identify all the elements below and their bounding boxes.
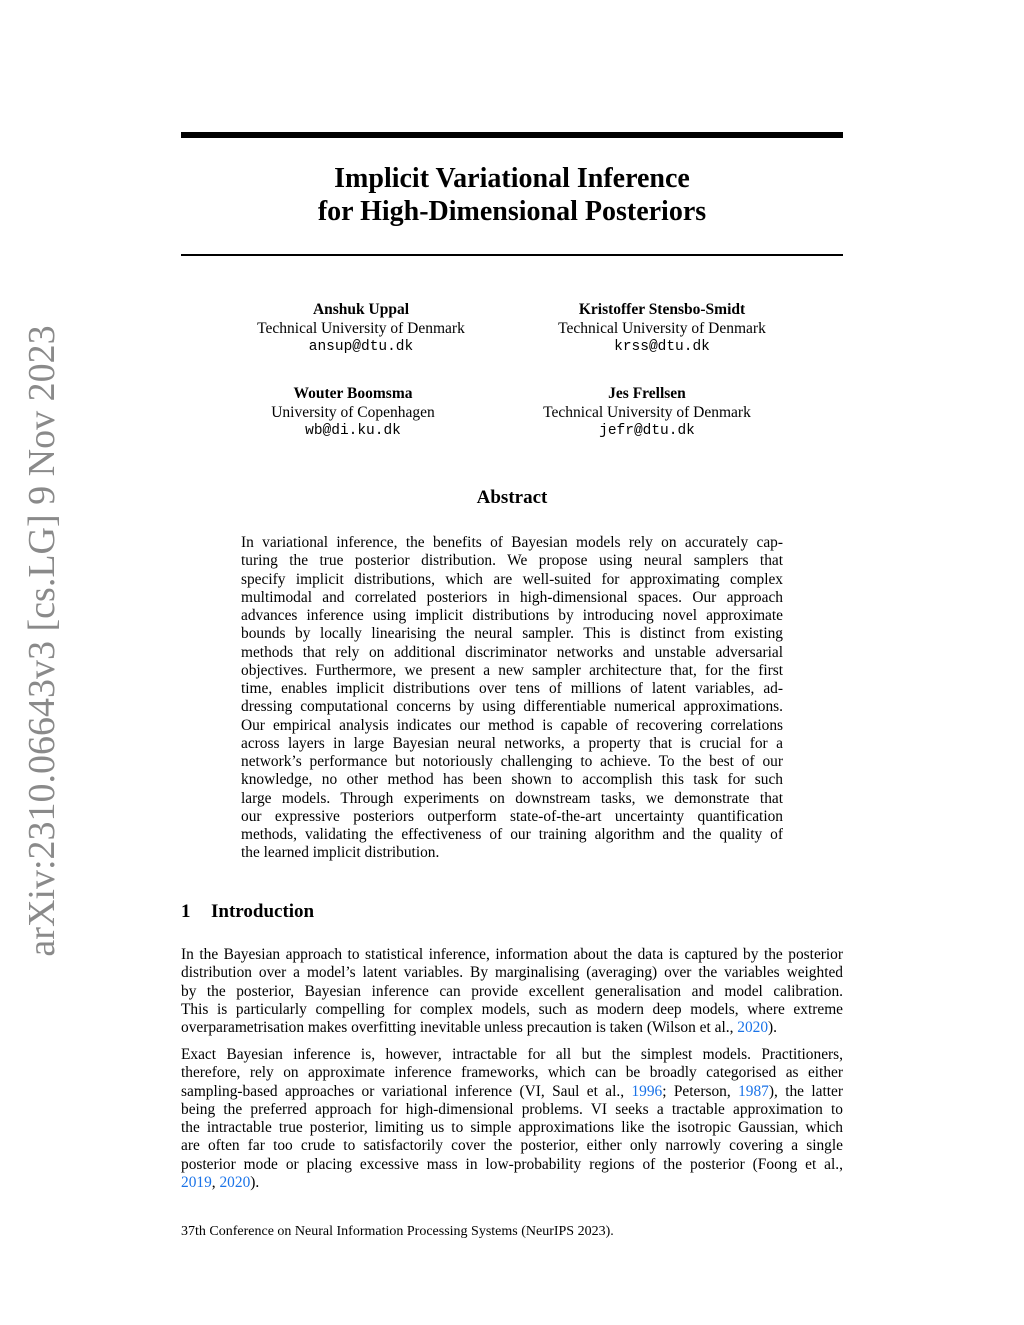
text-segment: our expressive posteriors outperform state-of-the-art uncertainty quantification <box>241 807 783 825</box>
intro-paragraph <box>181 1046 843 1192</box>
abstract-text <box>241 534 783 863</box>
text-line <box>181 1174 843 1192</box>
author-email: krss@dtu.dk <box>614 339 710 355</box>
text-line <box>241 607 783 625</box>
text-line <box>241 844 783 862</box>
text-segment: across layers in large Bayesian neural networks, a property that is crucial for a <box>241 734 783 752</box>
text-segment: overparametrisation makes overfitting inevitable unless precaution is taken (Wilson et al., <box>181 1019 738 1036</box>
author-block <box>201 301 521 357</box>
author-name: Kristoffer Stensbo-Smidt <box>578 301 746 318</box>
title-rule-top <box>181 132 843 138</box>
text-line <box>181 1046 843 1064</box>
text-line <box>241 735 783 753</box>
text-segment: turing the true posterior distribution. We propose using neural samplers that <box>241 552 783 570</box>
text-line <box>241 826 783 844</box>
text-segment: ; Peterson, <box>662 1082 739 1100</box>
author-affiliation: Technical University of Denmark <box>558 319 766 337</box>
text-segment: the intractable true posterior, limiting us to simple approximations like the isotropic Gaussian, which <box>181 1119 843 1136</box>
title-line: for High-Dimensional Posteriors <box>317 196 707 227</box>
text-line <box>241 662 783 680</box>
author-email: wb@di.ku.dk <box>305 423 401 439</box>
text-line <box>181 1019 843 1037</box>
citation-link[interactable]: 1987 <box>738 1082 769 1100</box>
author-block <box>502 301 822 357</box>
author-affiliation: University of Copenhagen <box>271 403 435 421</box>
text-line <box>181 1001 843 1019</box>
text-line <box>241 680 783 698</box>
author-affiliation: Technical University of Denmark <box>543 403 751 421</box>
text-line <box>181 1101 843 1119</box>
text-segment: being the preferred approach for high-dimensional problems. VI seeks a tractable approximation to <box>181 1100 843 1118</box>
text-line <box>181 1137 843 1155</box>
text-segment: ), the latter <box>768 1082 843 1100</box>
text-segment: methods that rely on additional discriminator networks and unstable adversarial <box>241 643 783 661</box>
citation-link[interactable]: 2020 <box>219 1173 251 1191</box>
text-segment: ). <box>768 1019 778 1036</box>
author-block <box>487 385 807 441</box>
text-segment: In variational inference, the benefits of Bayesian models rely on accurately cap- <box>241 534 783 551</box>
text-segment: bounds by locally linearising the neural sampler. This is distinct from existing <box>241 625 783 643</box>
text-line <box>181 1156 843 1174</box>
author-name: Wouter Boomsma <box>293 385 413 402</box>
text-segment: the learned implicit distribution. <box>241 844 440 862</box>
text-line <box>181 1064 843 1082</box>
text-segment: ). <box>250 1173 260 1191</box>
text-line <box>241 771 783 789</box>
conference-footer: 37th Conference on Neural Information Processing Systems (NeurIPS 2023). <box>181 1224 614 1239</box>
text-segment: posterior mode or placing excessive mass in low-probability regions of the posterior (Foong et al., <box>181 1155 843 1173</box>
text-segment: sampling-based approaches or variational inference (VI, Saul et al., <box>181 1082 632 1100</box>
text-line <box>241 698 783 716</box>
text-segment: advances inference using implicit distributions by introducing novel approximate <box>241 607 783 624</box>
text-line <box>181 1119 843 1137</box>
citation-link[interactable]: 2020 <box>737 1019 769 1036</box>
text-segment: therefore, rely on approximate inference frameworks, which can be broadly categorised as either <box>181 1064 843 1082</box>
text-line <box>241 753 783 771</box>
section-heading <box>181 901 314 923</box>
text-line <box>241 552 783 570</box>
text-segment: distribution over a model’s latent variables. By marginalising (averaging) over the variables weighted <box>181 964 843 982</box>
paper-title <box>181 162 843 228</box>
text-segment: , <box>211 1173 220 1191</box>
text-segment: are often far too crude to satisfactorily cover the posterior, either only narrowly covering a single <box>181 1137 843 1155</box>
text-line <box>241 534 783 552</box>
arxiv-stamp: arXiv:2310.06643v3 [cs.LG] 9 Nov 2023 <box>21 325 63 957</box>
author-email: ansup@dtu.dk <box>308 339 414 355</box>
text-segment: In the Bayesian approach to statistical inference, information about the data is captured by the posterior <box>181 946 843 963</box>
text-segment: Our empirical analysis indicates our method is capable of recovering correlations <box>241 716 783 734</box>
text-line <box>241 717 783 735</box>
text-line <box>241 808 783 826</box>
text-segment: objectives. Furthermore, we present a new sampler architecture that, for the first <box>241 661 783 679</box>
text-segment: knowledge, no other method has been shown to accomplish this task for such <box>241 771 783 789</box>
author-affiliation: Technical University of Denmark <box>257 319 465 337</box>
text-segment: Exact Bayesian inference is, however, intractable for all but the simplest models. Practitioners, <box>181 1046 843 1063</box>
text-segment: time, enables implicit distributions over tens of millions of latent variables, ad- <box>241 680 783 697</box>
text-segment: by the posterior, Bayesian inference can provide excellent generalisation and model calibration. <box>181 982 843 1000</box>
section-number: 1 <box>181 901 191 922</box>
text-line <box>241 790 783 808</box>
section-title: Introduction <box>211 901 315 922</box>
title-rule-bottom <box>181 254 843 256</box>
author-block <box>193 385 513 441</box>
author-name: Anshuk Uppal <box>312 301 410 318</box>
text-segment: dressing computational concerns by using differentiable numerical approximations. <box>241 698 783 716</box>
citation-link[interactable]: 2019 <box>181 1173 212 1191</box>
text-segment: methods, validating the effectiveness of our training algorithm and the quality of <box>241 826 783 843</box>
author-email: jefr@dtu.dk <box>599 423 695 439</box>
title-line: Implicit Variational Inference <box>334 163 690 194</box>
text-segment: large models. Through experiments on downstream tasks, we demonstrate that <box>241 789 783 807</box>
citation-link[interactable]: 1996 <box>631 1082 663 1100</box>
text-segment: This is particularly compelling for complex models, such as modern deep models, where extreme <box>181 1000 843 1018</box>
text-line <box>181 946 843 964</box>
text-line <box>181 964 843 982</box>
text-line <box>181 983 843 1001</box>
text-line <box>241 571 783 589</box>
text-segment: specify implicit distributions, which are well-suited for approximating complex <box>241 570 783 588</box>
author-name: Jes Frellsen <box>608 385 686 402</box>
abstract-heading: Abstract <box>476 487 548 508</box>
text-line <box>181 1083 843 1101</box>
text-segment: network’s performance but notoriously challenging to achieve. To the best of our <box>241 753 783 770</box>
text-line <box>241 589 783 607</box>
intro-paragraph <box>181 946 843 1037</box>
text-segment: multimodal and correlated posteriors in high-dimensional spaces. Our approach <box>241 588 783 606</box>
text-line <box>241 644 783 662</box>
text-line <box>241 625 783 643</box>
